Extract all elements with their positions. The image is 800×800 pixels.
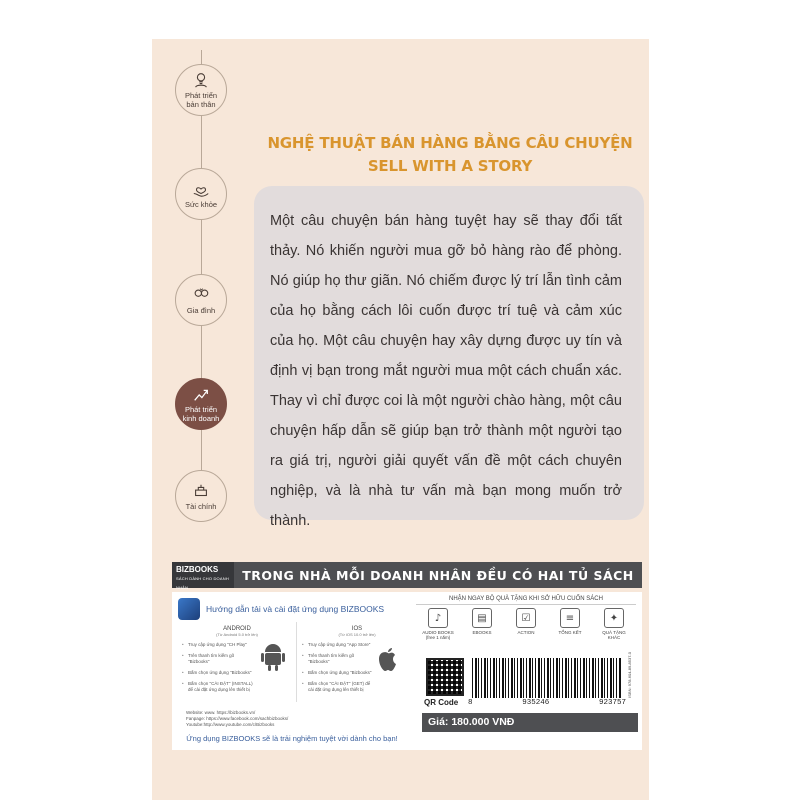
timeline-label: Phát triển kinh doanh	[182, 405, 220, 423]
app-guide-title: Hướng dẫn tải và cài đặt ứng dụng BIZBOOKS	[206, 604, 385, 614]
timeline-item-health	[170, 168, 232, 220]
coins-icon	[192, 482, 210, 500]
qr-code	[426, 658, 464, 696]
contact-links: Website: www. https://bizbooks.vn/ Fanpage: https://www.facebook.com/sachbizbooks/ Youtube:http://www.youtube.com/c/Bizbooks	[186, 710, 289, 727]
business-growth-icon	[192, 385, 210, 403]
barcode	[472, 658, 622, 698]
book-title-english: SELL WITH A STORY	[367, 157, 533, 175]
price-label: Giá: 180.000 VNĐ	[422, 713, 638, 732]
gift-item-summary: ≡ TỔNG KẾT	[553, 608, 587, 640]
timeline-label: Gia đình	[186, 305, 216, 315]
gift-item-action: ☑ ACTION	[509, 608, 543, 640]
gift-list	[416, 608, 636, 640]
timeline-item-family	[170, 274, 232, 326]
gift-heading: NHẬN NGAY BỘ QUÀ TẶNG KHI SỞ HỮU CUỐN SÁCH	[416, 596, 636, 605]
heart-hand-icon	[192, 180, 210, 198]
banner-slogan: TRONG NHÀ MỖI DOANH NHÂN ĐỀU CÓ HAI TỦ SÁCH	[242, 567, 634, 583]
ebook-icon: ▤	[472, 608, 492, 628]
bizbooks-logo: BIZBOOKS SÁCH DÀNH CHO DOANH NHÂN	[172, 562, 234, 588]
bizbooks-banner	[172, 562, 642, 588]
story-box	[254, 186, 644, 529]
timeline-item-business-development	[170, 378, 232, 430]
barcode-digits: 8 935246 923757	[468, 699, 626, 707]
column-divider	[296, 622, 297, 702]
app-guide-header	[178, 598, 384, 620]
timeline-label: Phát triển bản thân	[184, 91, 218, 109]
summary-icon: ≡	[560, 608, 580, 628]
gift-item-audiobooks: ♪ AUDIO BOOKS (free 1 năm)	[421, 608, 455, 640]
apple-icon	[377, 646, 399, 672]
info-panel	[172, 592, 642, 750]
android-instructions: ANDROID (Từ Android 5.0 trở lên) • Truy cập ứng dụng "CH Play" • Trên thanh tìm kiếm gõ "Bizbooks" • Bấm chọn ứng dụng "Bizbooks" • Bấm chọn "CÀI ĐẶT" (INSTALL) để cài đặt ứng dụng lên thiết bị	[182, 626, 292, 698]
qr-code-label: QR Code	[424, 698, 459, 707]
app-footer-note: Ứng dụng BIZBOOKS sẽ là trải nghiệm tuyệt vời dành cho bạn!	[186, 734, 398, 743]
timeline-label: Tài chính	[185, 501, 217, 511]
speaker-icon: ♪	[428, 608, 448, 628]
isbn-text: ISBN: 978-604-89-8537-0	[627, 652, 632, 698]
ios-instructions: IOS (Từ iOS 10.0 trở lên) • Truy cập ứng dụng "App Store" • Trên thanh tìm kiếm gõ "Bizbooks" • Bấm chọn ứng dụng "Bizbooks" • Bấm chọn "CÀI ĐẶT" (GET) để cài đặt ứng dụng lên thiết bị	[302, 626, 412, 698]
timeline-label: Sức khỏe	[184, 199, 218, 209]
gift-bundle	[416, 596, 636, 652]
timeline-item-self-development	[170, 64, 232, 116]
family-icon	[192, 286, 210, 304]
story-text: Một câu chuyện bán hàng tuyệt hay sẽ thay đổi tất thảy. Nó khiến người mua gỡ bỏ hàng rào để phòng. Nó giúp họ thư giãn. Nó chiếm được lý trí lẫn tình cảm của họ bằng cách lôi cuốn được trí tuệ và cảm xúc của họ. Một câu chuyện hay xây dựng được uy tín và định vị bạn trong mắt người mua một cách chuẩn xác. Thay vì chỉ được coi là một người chào hàng, một câu chuyện hấp dẫn sẽ giúp bạn trở thành một người tạo ra giá trị, người giải quyết vấn đề một cách chuyên nghiệp, và là nhà tư vấn mà bạn mong muốn trở thành.	[270, 213, 622, 529]
android-icon	[260, 640, 286, 672]
gift-item-other: ✦ QUÀ TẶNG KHÁC	[597, 608, 631, 640]
timeline-item-finance	[170, 470, 232, 522]
action-icon: ☑	[516, 608, 536, 628]
gift-item-ebooks: ▤ EBOOKS	[465, 608, 499, 640]
lightbulb-person-icon	[192, 71, 210, 89]
gift-icon: ✦	[604, 608, 624, 628]
bizbooks-app-icon	[178, 598, 200, 620]
book-title-vietnamese: NGHỆ THUẬT BÁN HÀNG BẰNG CÂU CHUYỆN	[267, 134, 633, 152]
